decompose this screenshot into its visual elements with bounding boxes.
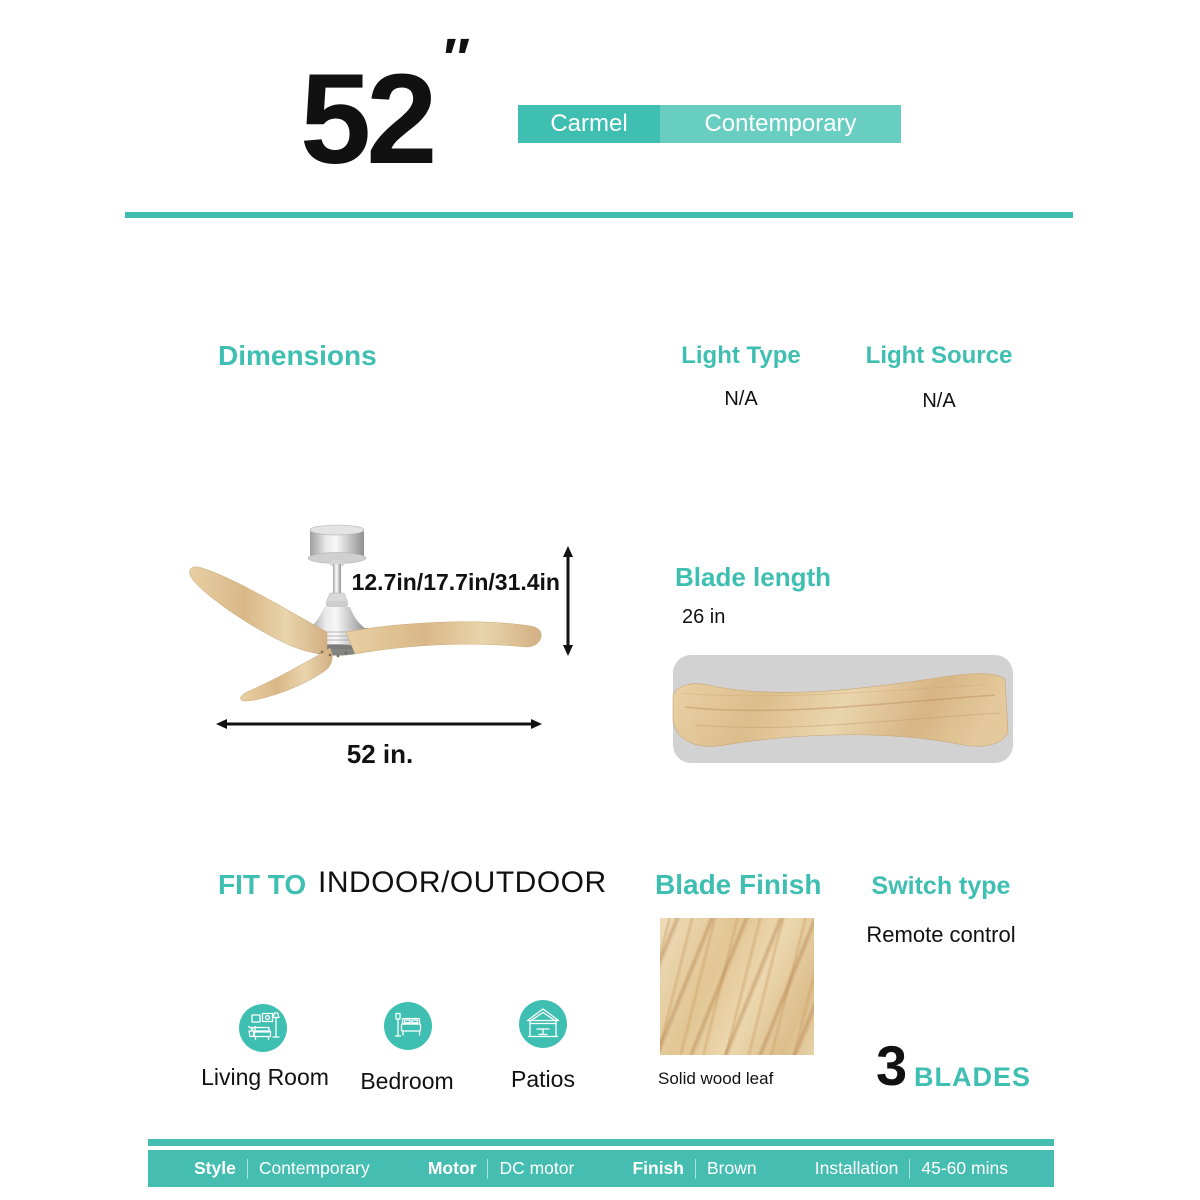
blade-count-label: BLADES bbox=[914, 1062, 1032, 1092]
footer-spec-bar bbox=[148, 1150, 1054, 1187]
spec-motor-value: DC motor bbox=[499, 1158, 575, 1178]
spec-motor bbox=[428, 1158, 574, 1179]
fan-size bbox=[300, 26, 468, 191]
spec-divider bbox=[487, 1159, 488, 1179]
fan-size-number: 52 bbox=[300, 48, 433, 191]
fan-width-label: 52 in. bbox=[346, 739, 414, 769]
drop-height-label: 12.7in/17.7in/31.4in bbox=[351, 569, 560, 595]
spec-installation-label: Installation bbox=[814, 1158, 899, 1178]
series-badge bbox=[518, 105, 901, 143]
dimensions-title: Dimensions bbox=[218, 340, 377, 371]
blade-finish-title: Blade Finish bbox=[655, 869, 822, 900]
spec-style bbox=[194, 1158, 370, 1179]
fan-blade-right bbox=[346, 622, 541, 654]
fit-to-title: FIT TO bbox=[218, 869, 307, 900]
spec-finish-label: Finish bbox=[632, 1158, 684, 1178]
patio-icon bbox=[519, 1000, 567, 1048]
spec-style-label: Style bbox=[194, 1158, 236, 1178]
spec-style-value: Contemporary bbox=[258, 1158, 370, 1178]
blade-length-value: 26 in bbox=[682, 606, 726, 628]
spec-installation bbox=[815, 1158, 1008, 1179]
ceiling-fan-diagram bbox=[150, 520, 580, 775]
spec-divider bbox=[909, 1159, 910, 1179]
spec-motor-label: Motor bbox=[427, 1158, 477, 1178]
spec-finish bbox=[632, 1158, 756, 1179]
width-dimension-arrow bbox=[216, 719, 542, 729]
fit-to-value: INDOOR/OUTDOOR bbox=[318, 866, 607, 899]
light-type-title: Light Type bbox=[681, 342, 801, 369]
switch-type-value: Remote control bbox=[866, 922, 1016, 947]
switch-type-title: Switch type bbox=[871, 872, 1011, 900]
room-label-bedroom: Bedroom bbox=[360, 1068, 454, 1094]
spec-divider bbox=[247, 1159, 248, 1179]
spec-finish-value: Brown bbox=[706, 1158, 757, 1178]
spec-divider bbox=[695, 1159, 696, 1179]
light-source-value: N/A bbox=[922, 390, 956, 412]
fan-motor bbox=[308, 607, 366, 629]
wood-finish-swatch bbox=[660, 918, 814, 1055]
series-name: Carmel bbox=[518, 105, 660, 143]
series-style: Contemporary bbox=[660, 105, 901, 143]
living-room-icon bbox=[239, 1004, 287, 1052]
blade-length-title: Blade length bbox=[675, 562, 832, 592]
fan-blade-left bbox=[190, 567, 327, 654]
header-divider bbox=[125, 212, 1073, 218]
room-label-patios: Patios bbox=[511, 1066, 575, 1092]
bedroom-icon bbox=[384, 1002, 432, 1050]
spec-installation-value: 45-60 mins bbox=[921, 1158, 1008, 1178]
blade-count-number: 3 bbox=[876, 1034, 908, 1097]
light-type-value: N/A bbox=[724, 388, 758, 410]
blade-image bbox=[655, 655, 1013, 765]
inch-mark: ″ bbox=[440, 26, 468, 89]
fan-blade-bottom bbox=[240, 648, 332, 701]
room-label-living: Living Room bbox=[201, 1064, 329, 1090]
height-dimension-arrow bbox=[563, 546, 573, 656]
wood-finish-caption: Solid wood leaf bbox=[658, 1069, 774, 1088]
light-source-title: Light Source bbox=[865, 342, 1013, 369]
footer-accent-strip bbox=[148, 1139, 1054, 1146]
